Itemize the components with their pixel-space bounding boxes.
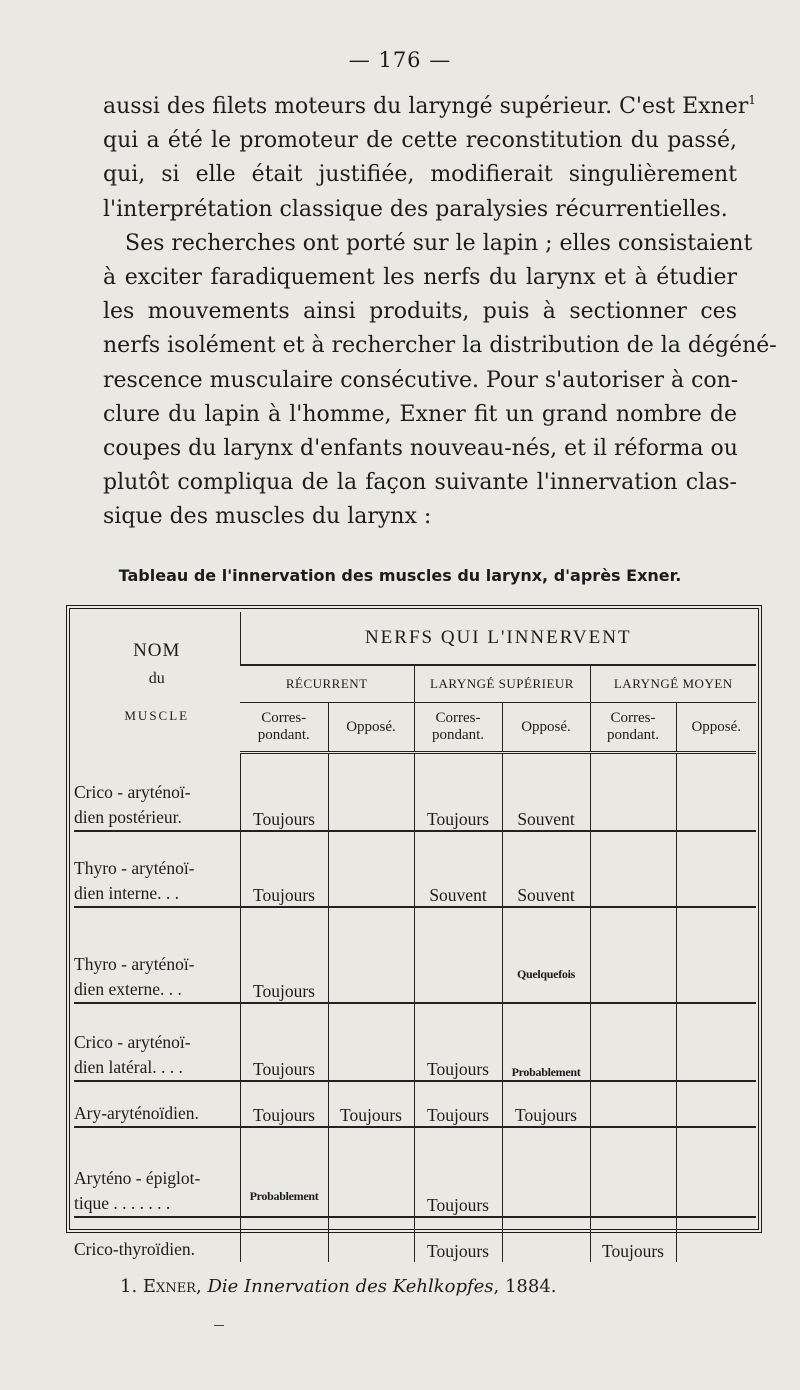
text-line: aussi des filets moteurs du laryngé supérieur. C'est Exner$^1$ — [103, 93, 756, 119]
header-larynge-superieur: LARYNGÉ SUPÉRIEUR — [414, 665, 590, 703]
table-row — [74, 1127, 756, 1217]
table-cell — [676, 1127, 756, 1217]
muscle-name: Ary-aryténoïdien. — [74, 1081, 240, 1127]
footnote-author: Exner — [142, 1276, 196, 1297]
header-recurrent: RÉCURRENT — [240, 665, 414, 703]
innervation-table — [74, 612, 756, 1262]
page-number: — 176 — — [348, 48, 452, 72]
table-cell: Souvent — [502, 831, 590, 907]
table-cell — [328, 1003, 414, 1081]
table-cell — [676, 907, 756, 1003]
table-cell: Toujours — [414, 1127, 502, 1217]
table-cell: Probablement — [502, 1003, 590, 1081]
muscle-name: Aryténo - épiglot- tique . . . . . . . — [74, 1127, 240, 1217]
header-correspondant: Corres- pondant. — [414, 703, 502, 753]
table-cell: Toujours — [414, 753, 502, 832]
table-cell: Toujours — [240, 753, 328, 832]
table-cell — [590, 753, 676, 832]
text-line: clure du lapin à l'homme, Exner fit un grand nombre de — [103, 401, 737, 427]
table-row — [74, 907, 756, 1003]
table-cell — [676, 1003, 756, 1081]
table-cell: Toujours — [328, 1081, 414, 1127]
muscle-name: Crico-thyroïdien. — [74, 1239, 196, 1259]
table-cell — [590, 831, 676, 907]
text-line: qui a été le promoteur de cette reconstitution du passé, — [103, 128, 737, 154]
footnote-number: 1. — [120, 1276, 138, 1297]
table-row — [74, 1217, 756, 1262]
table-cell — [590, 1081, 676, 1127]
text-line: Ses recherches ont porté sur le lapin ; elles consistaient — [125, 230, 753, 256]
text-line: rescence musculaire consécutive. Pour s'autoriser à con- — [103, 367, 739, 393]
table-cell — [328, 907, 414, 1003]
table-cell — [502, 1127, 590, 1217]
text-line: à exciter faradiquement les nerfs du larynx et à étudier — [103, 265, 737, 291]
footnote-work: Die Innervation des Kehlkopfes — [207, 1276, 494, 1297]
table-cell — [414, 907, 502, 1003]
table-cell: Toujours — [502, 1081, 590, 1127]
text-line: nerfs isolément et à rechercher la distribution de la dégéné- — [103, 333, 777, 359]
table-cell: Toujours — [240, 907, 328, 1003]
table-row — [74, 1081, 756, 1127]
header-correspondant: Corres- pondant. — [240, 703, 328, 753]
table-cell: Toujours — [590, 1217, 676, 1262]
text-line: qui, si elle était justifiée, modifierait singulièrement — [103, 162, 737, 188]
text-line: plutôt compliqua de la façon suivante l'innervation clas- — [103, 470, 737, 496]
table-cell — [328, 1217, 414, 1262]
header-oppose: Opposé. — [328, 703, 414, 753]
table-cell: Toujours — [240, 831, 328, 907]
footnote: 1. Exner, Die Innervation des Kehlkopfes, 1884. — [120, 1276, 557, 1297]
text-line: coupes du larynx d'enfants nouveau-nés, et il réforma ou — [103, 436, 738, 462]
header-nerfs: NERFS QUI L'INNERVENT — [240, 612, 756, 665]
bottom-dash — [214, 1325, 224, 1326]
table-cell — [590, 1003, 676, 1081]
header-oppose: Opposé. — [502, 703, 590, 753]
muscle-name: Thyro - aryténoï- dien interne. . . — [74, 831, 240, 907]
table-row — [74, 753, 756, 832]
text-line: l'interprétation classique des paralysies récurrentielles. — [103, 196, 728, 222]
footnote-ref[interactable]: 1 — [748, 93, 756, 107]
header-oppose: Opposé. — [676, 703, 756, 753]
table-cell: Toujours — [240, 1003, 328, 1081]
table-cell — [590, 1127, 676, 1217]
body-text — [103, 90, 777, 535]
header-nom-label: NOM — [133, 640, 181, 661]
table-cell: Quelquefois — [502, 907, 590, 1003]
table-row — [74, 1003, 756, 1081]
muscle-name: Thyro - aryténoï- dien externe. . . — [74, 907, 240, 1003]
table-cell: Toujours — [414, 1081, 502, 1127]
header-muscle-label: MUSCLE — [124, 708, 190, 723]
table-cell — [676, 753, 756, 832]
muscle-name: Crico - aryténoï- dien postérieur. — [74, 753, 240, 832]
header-correspondant: Corres- pondant. — [590, 703, 676, 753]
table-cell: Souvent — [502, 753, 590, 832]
header-larynge-moyen: LARYNGÉ MOYEN — [590, 665, 756, 703]
table-cell — [502, 1217, 590, 1262]
header-du-label: du — [148, 670, 165, 687]
table-cell — [328, 831, 414, 907]
table-cell — [328, 753, 414, 832]
table-cell: Toujours — [240, 1081, 328, 1127]
footnote-year: 1884. — [504, 1276, 557, 1297]
header-nom — [74, 612, 240, 753]
table-cell — [590, 907, 676, 1003]
text-line: sique des muscles du larynx : — [103, 504, 432, 530]
table-cell — [676, 831, 756, 907]
table-row — [74, 831, 756, 907]
table-cell: Toujours — [414, 1217, 502, 1262]
table-cell: Souvent — [414, 831, 502, 907]
table-cell — [676, 1217, 756, 1262]
table-cell: Toujours — [414, 1003, 502, 1081]
table-cell: Probablement — [240, 1127, 328, 1217]
text-line: les mouvements ainsi produits, puis à sectionner ces — [103, 299, 737, 325]
table-cell — [676, 1081, 756, 1127]
muscle-name: Crico - aryténoï- dien latéral. . . . — [74, 1003, 240, 1081]
innervation-table-frame — [66, 605, 762, 1261]
table-cell — [240, 1217, 328, 1262]
table-caption: Tableau de l'innervation des muscles du larynx, d'après Exner. — [118, 566, 682, 585]
table-cell — [328, 1127, 414, 1217]
